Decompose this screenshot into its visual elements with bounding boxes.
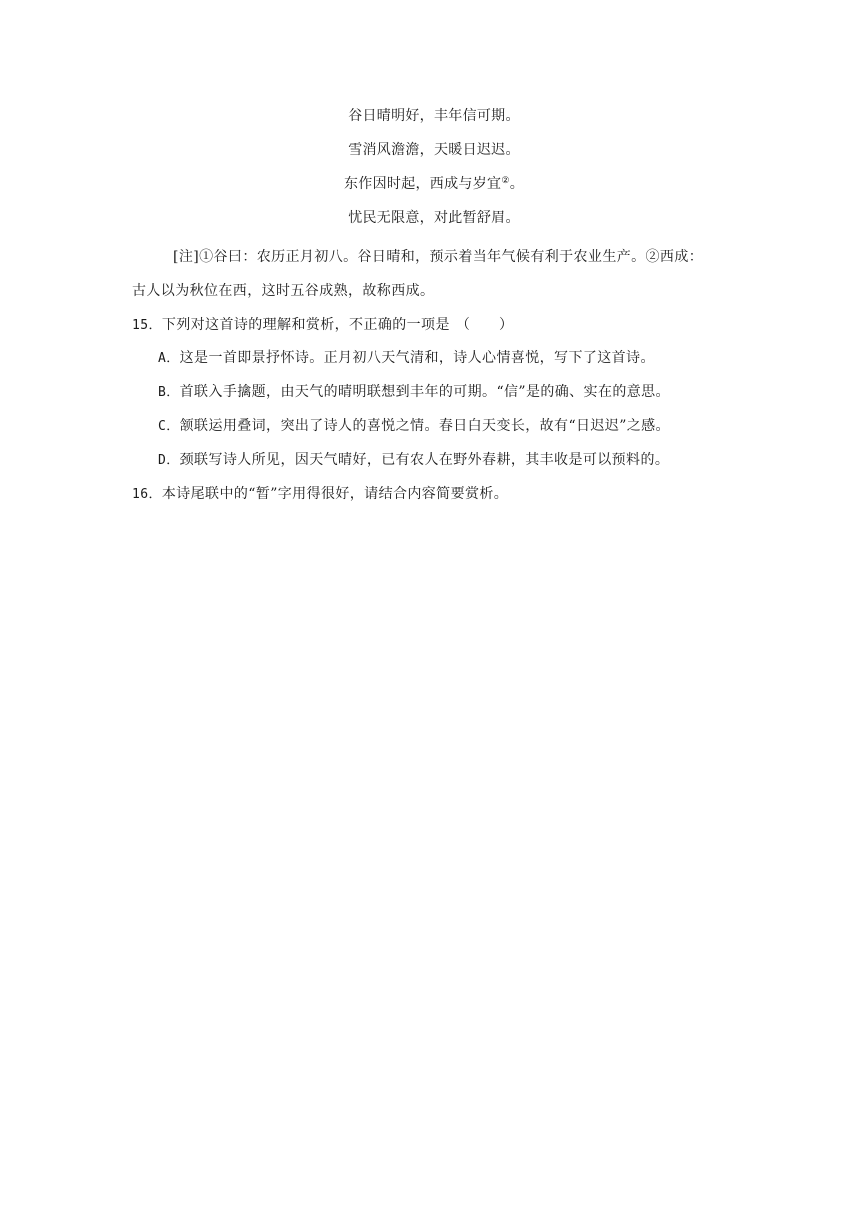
option-b-text: 首联入手擒题，由天气的晴明联想到丰年的可期。“信”是的确、实在的意思。 xyxy=(179,384,670,400)
question-15-number: 15． xyxy=(132,318,162,333)
annotation-line-1: [注]①谷曰：农历正月初八。谷日晴和，预示着当年气候有利于农业生产。②西成： xyxy=(173,249,704,265)
footnote-mark: ② xyxy=(501,176,510,186)
question-16 xyxy=(132,486,508,503)
poem-line-1-text: 谷日晴明好，丰年信可期。 xyxy=(348,108,520,124)
question-15 xyxy=(132,317,513,334)
poem-line-2 xyxy=(0,142,860,158)
option-d-letter: D． xyxy=(158,453,180,468)
option-a-text: 这是一首即景抒怀诗。正月初八天气清和，诗人心情喜悦，写下了这首诗。 xyxy=(179,350,655,366)
poem-line-4 xyxy=(0,210,860,226)
poem-line-3 xyxy=(0,176,860,192)
option-d xyxy=(158,452,669,469)
poem xyxy=(0,108,860,244)
annotation-line-2: 古人以为秋位在西，这时五谷成熟，故称西成。 xyxy=(132,283,435,299)
answer-paren: （ ） xyxy=(455,317,514,333)
poem-line-4-text: 忧民无限意，对此暂舒眉。 xyxy=(348,210,520,226)
poem-line-2-text: 雪消风澹澹，天暖日迟迟。 xyxy=(348,142,520,158)
poem-line-3-tail: 。 xyxy=(509,176,524,192)
question-15-text: 下列对这首诗的理解和赏析，不正确的一项是 xyxy=(161,317,450,333)
option-c-letter: C． xyxy=(158,419,180,434)
poem-line-1 xyxy=(0,108,860,124)
question-16-number: 16． xyxy=(132,487,162,502)
option-a-letter: A． xyxy=(158,351,180,366)
option-b-letter: B． xyxy=(158,385,180,400)
option-b xyxy=(158,384,670,401)
question-16-text: 本诗尾联中的“暂”字用得很好，请结合内容简要赏析。 xyxy=(161,486,509,502)
option-d-text: 颈联写诗人所见，因天气晴好，已有农人在野外春耕，其丰收是可以预料的。 xyxy=(179,452,670,468)
poem-line-3-text: 东作因时起，西成与岁宜 xyxy=(344,176,502,192)
option-c-text: 颔联运用叠词，突出了诗人的喜悦之情。春日白天变长，故有“日迟迟”之感。 xyxy=(179,418,670,434)
option-c xyxy=(158,418,670,435)
option-a xyxy=(158,350,655,367)
